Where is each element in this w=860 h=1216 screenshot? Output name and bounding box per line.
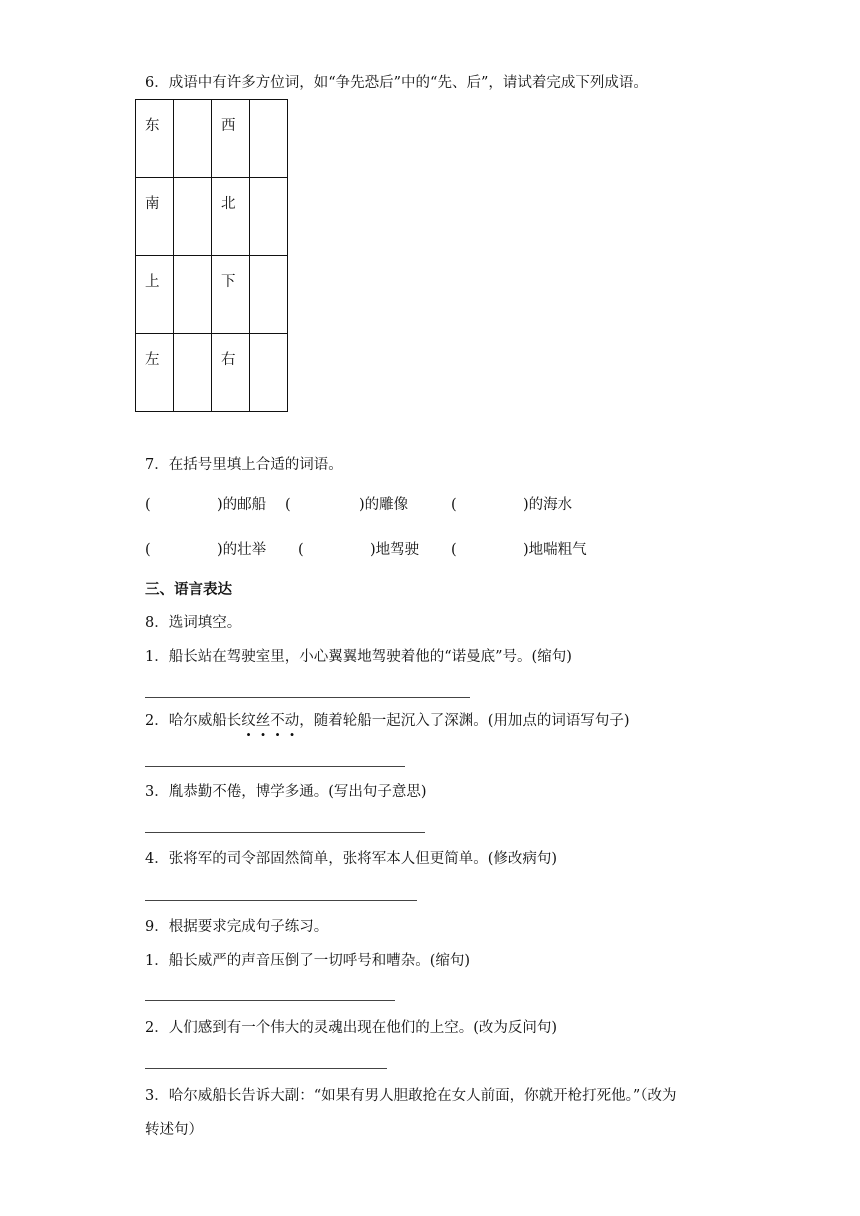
direction-idiom-table	[135, 99, 288, 412]
q6-prompt: 6．成语中有许多方位词，如“争先恐后”中的“先、后”，请试着完成下列成语。	[145, 75, 648, 91]
table-row	[136, 100, 288, 178]
q8-item-2	[145, 711, 630, 731]
emphasis-char: 丝	[255, 713, 271, 729]
q9-prompt: 9．根据要求完成句子练习。	[145, 919, 329, 935]
answer-cell[interactable]	[174, 334, 212, 412]
q7-open-paren: (	[451, 497, 457, 513]
answer-cell[interactable]	[250, 178, 288, 256]
answer-cell[interactable]	[174, 256, 212, 334]
answer-line[interactable]	[145, 766, 405, 767]
q9-item-1: 1．船长威严的声音压倒了一切呼号和嘈杂。(缩句)	[145, 953, 471, 969]
emphasis-char: 动	[284, 713, 300, 729]
q9-item-3: 3．哈尔威船长告诉大副：“如果有男人胆敢抢在女人前面，你就开枪打死他。”（改为	[145, 1088, 677, 1104]
answer-line[interactable]	[145, 1068, 387, 1069]
q7-prompt: 7．在括号里填上合适的词语。	[145, 457, 343, 473]
table-cell: 左	[136, 334, 174, 412]
q7-blank-label: )的壮举	[217, 542, 267, 558]
table-row	[136, 178, 288, 256]
table-row	[136, 334, 288, 412]
q7-open-paren: (	[285, 497, 291, 513]
table-row	[136, 256, 288, 334]
answer-line[interactable]	[145, 832, 425, 833]
table-cell: 上	[136, 256, 174, 334]
answer-cell[interactable]	[174, 100, 212, 178]
table-cell: 右	[212, 334, 250, 412]
q8-prompt: 8．选词填空。	[145, 615, 242, 631]
answer-line[interactable]	[145, 697, 470, 698]
q8-item-3: 3．胤恭勤不倦，博学多通。(写出句子意思)	[145, 784, 427, 800]
section-title: 三、语言表达	[145, 581, 232, 598]
emphasis-char: 纹	[241, 713, 256, 729]
q9-item-3-cont: 转述句）	[145, 1122, 203, 1138]
table-cell: 北	[212, 178, 250, 256]
answer-cell[interactable]	[250, 256, 288, 334]
table-cell: 东	[136, 100, 174, 178]
answer-line[interactable]	[145, 900, 417, 901]
answer-line[interactable]	[145, 1000, 395, 1001]
q7-open-paren: (	[451, 542, 457, 558]
text-segment: ，随着轮船一起沉入了深渊。(用加点的词语写句子)	[299, 713, 630, 729]
table-cell: 西	[212, 100, 250, 178]
q7-blank-label: )的邮船	[217, 497, 267, 513]
q7-blank-label: )地喘粗气	[523, 542, 587, 558]
q7-open-paren: (	[145, 542, 151, 558]
q9-item-2: 2．人们感到有一个伟大的灵魂出现在他们的上空。(改为反问句)	[145, 1020, 558, 1036]
table-cell: 下	[212, 256, 250, 334]
q8-item-4: 4．张将军的司令部固然简单，张将军本人但更简单。(修改病句)	[145, 851, 558, 867]
table-cell: 南	[136, 178, 174, 256]
q8-item-1: 1．船长站在驾驶室里，小心翼翼地驾驶着他的“诺曼底”号。(缩句)	[145, 649, 572, 665]
emphasis-char: 不	[270, 713, 285, 729]
text-segment: 2．哈尔威船长	[145, 713, 242, 729]
q7-blank-label: )的雕像	[359, 497, 409, 513]
q7-open-paren: (	[145, 497, 151, 513]
q7-blank-label: )地驾驶	[370, 542, 420, 558]
answer-cell[interactable]	[250, 100, 288, 178]
answer-cell[interactable]	[250, 334, 288, 412]
answer-cell[interactable]	[174, 178, 212, 256]
q7-blank-label: )的海水	[523, 497, 573, 513]
q7-open-paren: (	[298, 542, 304, 558]
